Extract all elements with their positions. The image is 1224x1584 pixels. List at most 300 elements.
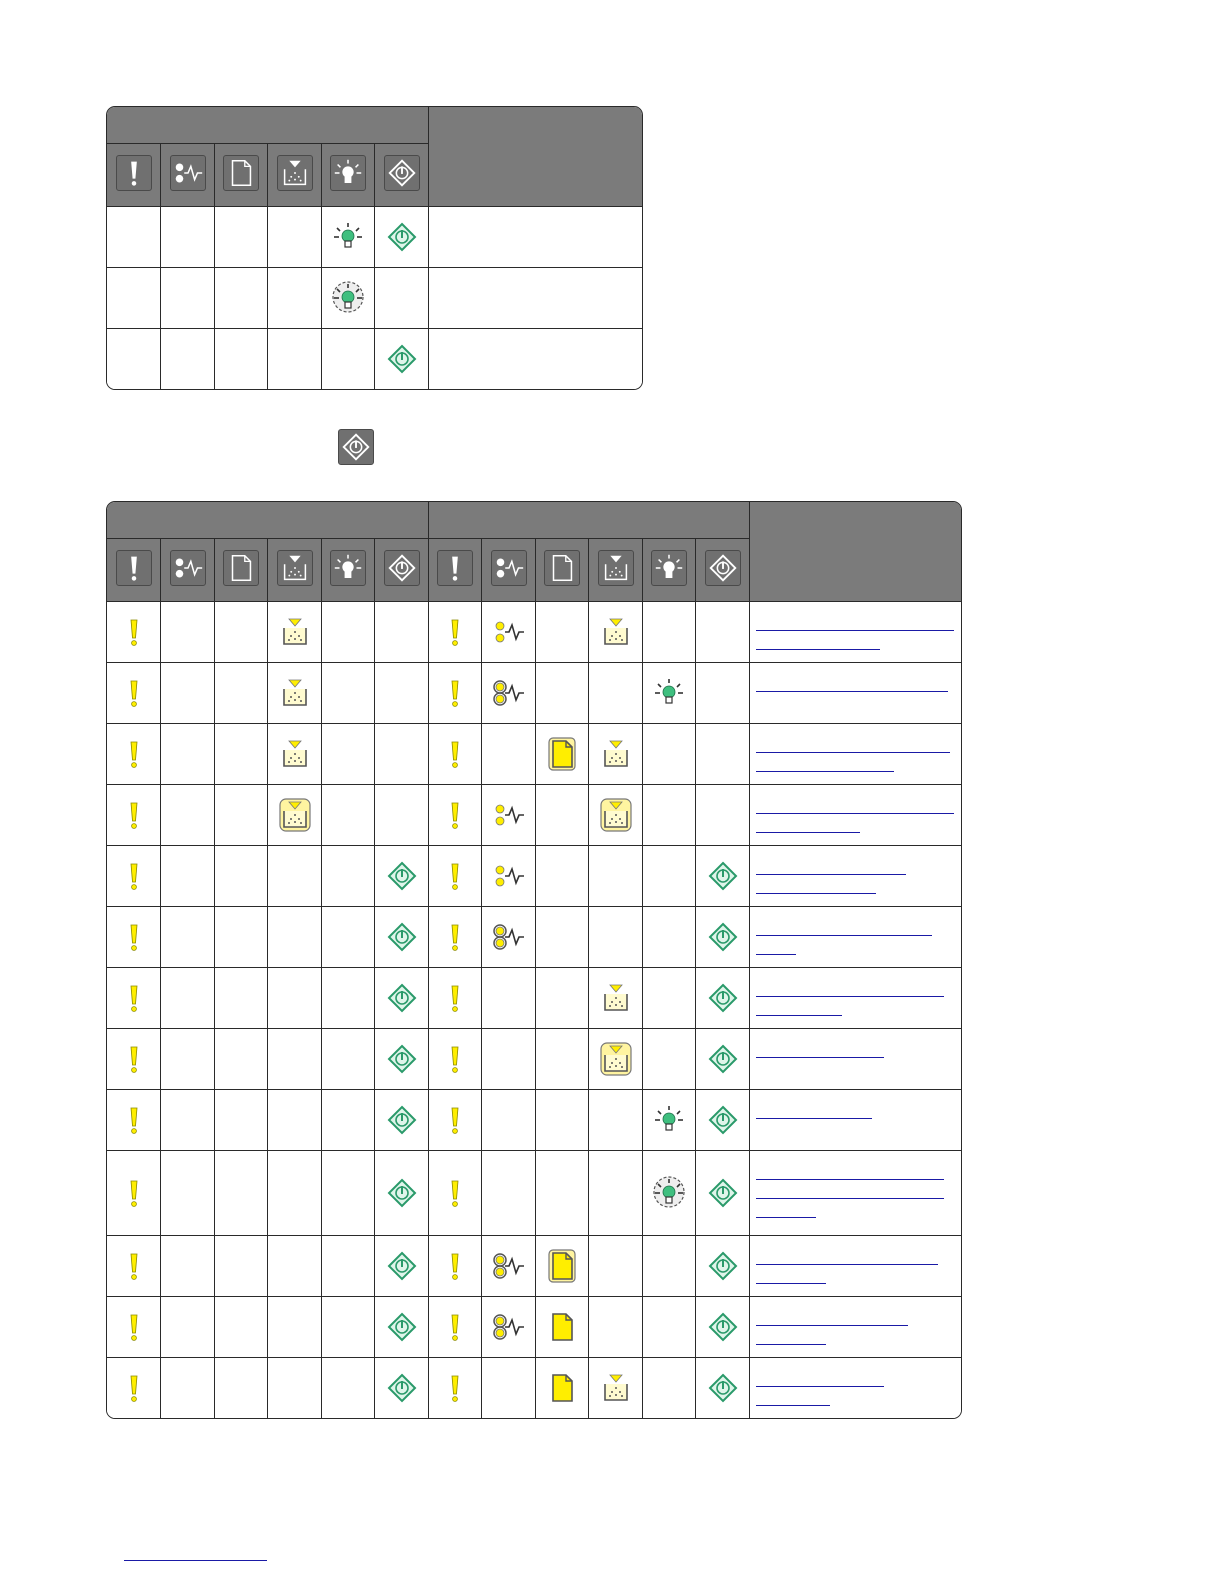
light-cell <box>481 1296 535 1357</box>
link-underline <box>756 795 954 814</box>
ready-icon-blinking <box>330 280 366 316</box>
light-cell <box>374 723 428 784</box>
light-cell <box>160 206 214 267</box>
light-cell <box>588 1150 642 1235</box>
light-cell <box>695 1235 749 1296</box>
light-cell <box>535 601 588 662</box>
light-cell <box>321 662 374 723</box>
light-cell <box>695 1357 749 1418</box>
light-cell <box>428 1150 481 1235</box>
start-icon-on <box>705 980 741 1016</box>
description-link[interactable] <box>756 917 955 955</box>
table-row <box>107 662 961 723</box>
light-cell <box>107 1296 160 1357</box>
light-cell <box>214 328 267 389</box>
light-cell <box>160 1028 214 1089</box>
header-jam-cell <box>160 538 214 601</box>
start-icon-on <box>384 1175 420 1211</box>
jam-icon-blinking <box>491 1309 527 1345</box>
light-cell <box>695 723 749 784</box>
link-underline <box>756 734 950 753</box>
description-link[interactable] <box>756 978 955 1016</box>
light-cell <box>428 1296 481 1357</box>
link-underline <box>756 1246 938 1265</box>
toner-icon-on <box>598 980 634 1016</box>
start-icon-on <box>705 1248 741 1284</box>
header-toner-cell <box>588 538 642 601</box>
light-cell <box>321 1357 374 1418</box>
light-cell <box>214 1235 267 1296</box>
error-icon-on <box>116 675 152 711</box>
start-icon-on <box>705 1175 741 1211</box>
secondary-sequence-header <box>428 502 749 538</box>
light-cell <box>107 1235 160 1296</box>
error-icon-on <box>437 736 473 772</box>
ready-icon <box>330 550 366 586</box>
error-icon-on <box>437 1041 473 1077</box>
light-cell <box>214 1150 267 1235</box>
light-cell <box>428 1028 481 1089</box>
table-row <box>107 1235 961 1296</box>
link-underline <box>756 1180 944 1199</box>
description-link[interactable] <box>756 1039 955 1058</box>
light-cell <box>374 662 428 723</box>
ready-icon-on <box>651 1102 687 1138</box>
toner-icon-on <box>598 736 634 772</box>
light-sequence-table-1 <box>106 106 643 390</box>
start-icon <box>384 155 420 191</box>
header-error-cell <box>428 538 481 601</box>
light-cell <box>588 1028 642 1089</box>
light-cell <box>588 601 642 662</box>
start-icon-on <box>384 341 420 377</box>
light-cell <box>107 845 160 906</box>
light-cell <box>428 662 481 723</box>
header-error-cell <box>107 143 160 206</box>
light-cell <box>214 662 267 723</box>
link-underline <box>756 856 906 875</box>
light-cell <box>107 1150 160 1235</box>
light-cell <box>267 1150 321 1235</box>
error-icon-on <box>437 1175 473 1211</box>
light-cell <box>214 601 267 662</box>
light-sequence-table-2 <box>106 501 962 1419</box>
light-cell <box>321 206 374 267</box>
light-cell <box>107 1089 160 1150</box>
light-cell <box>107 206 160 267</box>
light-cell <box>374 784 428 845</box>
light-cell <box>695 845 749 906</box>
description-cell <box>749 1296 961 1357</box>
jam-icon-blinking <box>491 1248 527 1284</box>
light-cell <box>321 967 374 1028</box>
light-cell <box>535 1357 588 1418</box>
description-cell <box>749 601 961 662</box>
start-icon-on <box>384 1309 420 1345</box>
light-cell <box>267 662 321 723</box>
description-cell <box>428 328 642 389</box>
link-underline <box>756 1100 872 1119</box>
description-header <box>428 107 642 206</box>
toner-icon-blinking <box>598 797 634 833</box>
light-cell <box>267 206 321 267</box>
light-cell <box>588 967 642 1028</box>
description-link[interactable] <box>756 795 955 833</box>
light-cell <box>267 784 321 845</box>
link-underline <box>756 1265 826 1284</box>
light-cell <box>374 206 428 267</box>
light-cell <box>642 1357 695 1418</box>
table-row <box>107 1296 961 1357</box>
light-cell <box>374 1150 428 1235</box>
start-icon-on <box>705 1041 741 1077</box>
light-cell <box>642 1235 695 1296</box>
light-cell <box>374 1357 428 1418</box>
light-cell <box>695 1296 749 1357</box>
light-cell <box>160 1296 214 1357</box>
light-cell <box>321 1150 374 1235</box>
light-cell <box>107 967 160 1028</box>
light-cell <box>321 723 374 784</box>
light-cell <box>267 328 321 389</box>
light-cell <box>160 1089 214 1150</box>
light-cell <box>214 1357 267 1418</box>
light-cell <box>214 1028 267 1089</box>
error-icon-on <box>116 1041 152 1077</box>
error-icon-on <box>116 858 152 894</box>
error-icon-on <box>437 675 473 711</box>
link-underline <box>756 753 894 772</box>
light-cell <box>642 662 695 723</box>
light-cell <box>321 784 374 845</box>
description-cell <box>749 1357 961 1418</box>
light-cell <box>160 845 214 906</box>
light-cell <box>481 662 535 723</box>
light-cell <box>267 601 321 662</box>
description-link[interactable] <box>756 1368 955 1406</box>
header-toner-cell <box>267 143 321 206</box>
light-cell <box>374 601 428 662</box>
light-cell <box>160 662 214 723</box>
description-cell <box>749 1089 961 1150</box>
light-cell <box>428 601 481 662</box>
description-header <box>749 502 961 601</box>
description-link[interactable] <box>756 1100 955 1119</box>
light-cell <box>588 1235 642 1296</box>
toner-icon <box>277 550 313 586</box>
light-cell <box>321 601 374 662</box>
light-cell <box>374 845 428 906</box>
description-link[interactable] <box>756 734 955 772</box>
error-icon-on <box>116 736 152 772</box>
start-icon-on <box>384 919 420 955</box>
description-cell <box>749 1028 961 1089</box>
header-start-cell <box>695 538 749 601</box>
table-row <box>107 845 961 906</box>
light-cell <box>695 906 749 967</box>
description-link[interactable] <box>756 1307 955 1345</box>
light-cell <box>321 845 374 906</box>
light-cell <box>214 906 267 967</box>
description-cell <box>749 723 961 784</box>
table-row <box>107 723 961 784</box>
light-cell <box>481 1357 535 1418</box>
light-cell <box>321 328 374 389</box>
error-icon-on <box>437 858 473 894</box>
description-link[interactable] <box>756 1246 955 1284</box>
toner-icon-on <box>277 614 313 650</box>
toner-icon-blinking <box>598 1041 634 1077</box>
light-cell <box>267 1089 321 1150</box>
ready-icon-blinking <box>651 1175 687 1211</box>
light-cell <box>321 1028 374 1089</box>
error-icon-on <box>116 919 152 955</box>
jam-icon-on <box>491 797 527 833</box>
light-cell <box>642 1150 695 1235</box>
light-cell <box>267 967 321 1028</box>
link-underline <box>756 978 944 997</box>
start-icon-on <box>705 858 741 894</box>
error-icon-on <box>437 1309 473 1345</box>
light-cell <box>160 601 214 662</box>
light-cell <box>267 1357 321 1418</box>
header-group <box>107 107 428 143</box>
description-cell <box>749 967 961 1028</box>
description-cell <box>749 1235 961 1296</box>
light-cell <box>588 784 642 845</box>
light-cell <box>107 723 160 784</box>
footer-link[interactable] <box>124 1548 267 1561</box>
light-cell <box>588 662 642 723</box>
error-icon-on <box>437 1102 473 1138</box>
light-cell <box>535 1296 588 1357</box>
toner-icon <box>598 550 634 586</box>
light-cell <box>481 723 535 784</box>
header-paper-cell <box>214 143 267 206</box>
primary-sequence-header <box>107 502 428 538</box>
light-cell <box>214 1296 267 1357</box>
light-cell <box>642 1296 695 1357</box>
paper-icon <box>223 550 259 586</box>
light-cell <box>481 845 535 906</box>
table-row <box>107 1028 961 1089</box>
description-cell <box>749 784 961 845</box>
light-cell <box>374 328 428 389</box>
light-cell <box>428 906 481 967</box>
paper-icon <box>544 550 580 586</box>
error-icon-on <box>437 1248 473 1284</box>
table-row <box>107 328 642 389</box>
link-underline <box>756 673 948 692</box>
toner-icon-on <box>277 736 313 772</box>
start-icon <box>705 550 741 586</box>
light-cell <box>214 723 267 784</box>
light-cell <box>588 845 642 906</box>
start-icon-on <box>384 219 420 255</box>
light-cell <box>160 1150 214 1235</box>
description-cell <box>749 845 961 906</box>
table-row <box>107 206 642 267</box>
light-cell <box>642 1028 695 1089</box>
ready-icon <box>330 155 366 191</box>
light-cell <box>107 1357 160 1418</box>
link-underline <box>756 1199 816 1218</box>
description-link[interactable] <box>756 673 955 692</box>
light-cell <box>267 845 321 906</box>
start-icon-on <box>384 1102 420 1138</box>
description-cell <box>749 906 961 967</box>
start-icon-on <box>384 1370 420 1406</box>
light-cell <box>695 1028 749 1089</box>
light-cell <box>107 784 160 845</box>
error-icon-on <box>437 614 473 650</box>
light-cell <box>481 1089 535 1150</box>
start-icon-on <box>384 858 420 894</box>
header-jam-cell <box>160 143 214 206</box>
light-cell <box>374 267 428 328</box>
light-cell <box>160 906 214 967</box>
error-icon-on <box>116 797 152 833</box>
light-cell <box>481 1150 535 1235</box>
paper-icon <box>223 155 259 191</box>
error-icon-on <box>116 1370 152 1406</box>
light-cell <box>695 967 749 1028</box>
light-cell <box>428 967 481 1028</box>
table-row <box>107 1357 961 1418</box>
light-cell <box>267 267 321 328</box>
light-cell <box>642 784 695 845</box>
toner-icon-on <box>598 1370 634 1406</box>
header-jam-cell <box>481 538 535 601</box>
light-cell <box>642 906 695 967</box>
error-icon-on <box>437 919 473 955</box>
link-underline <box>756 631 880 650</box>
light-cell <box>214 267 267 328</box>
light-cell <box>160 1357 214 1418</box>
light-cell <box>535 662 588 723</box>
jam-icon-on <box>491 858 527 894</box>
light-cell <box>481 1028 535 1089</box>
light-cell <box>107 906 160 967</box>
light-cell <box>321 1296 374 1357</box>
light-cell <box>160 1235 214 1296</box>
light-cell <box>535 723 588 784</box>
error-icon <box>116 550 152 586</box>
light-cell <box>695 784 749 845</box>
light-cell <box>481 601 535 662</box>
light-cell <box>642 967 695 1028</box>
paper-icon-on <box>544 1309 580 1345</box>
jam-icon <box>170 155 206 191</box>
error-icon-on <box>116 1248 152 1284</box>
link-underline <box>756 1307 908 1326</box>
light-cell <box>428 1089 481 1150</box>
light-cell <box>321 906 374 967</box>
header-start-cell <box>374 538 428 601</box>
start-icon-on <box>705 1309 741 1345</box>
light-cell <box>321 1089 374 1150</box>
light-cell <box>481 1235 535 1296</box>
light-cell <box>321 267 374 328</box>
light-cell <box>267 723 321 784</box>
light-cell <box>107 328 160 389</box>
description-link[interactable] <box>756 612 955 650</box>
light-cell <box>535 1028 588 1089</box>
start-icon-on <box>384 980 420 1016</box>
table-row <box>107 601 961 662</box>
light-cell <box>374 967 428 1028</box>
link-underline <box>756 1039 884 1058</box>
light-cell <box>107 1028 160 1089</box>
light-cell <box>214 967 267 1028</box>
link-underline <box>756 936 796 955</box>
light-cell <box>695 662 749 723</box>
error-icon-on <box>116 1102 152 1138</box>
error-icon-on <box>437 797 473 833</box>
header-toner-cell <box>267 538 321 601</box>
light-cell <box>695 1150 749 1235</box>
link-underline <box>756 1161 944 1180</box>
light-cell <box>160 267 214 328</box>
light-cell <box>267 906 321 967</box>
light-cell <box>535 906 588 967</box>
link-underline <box>756 612 954 631</box>
start-icon <box>384 550 420 586</box>
jam-icon-on <box>491 614 527 650</box>
light-cell <box>535 845 588 906</box>
description-cell <box>428 267 642 328</box>
ready-icon-on <box>330 219 366 255</box>
start-icon-on <box>384 1041 420 1077</box>
light-cell <box>214 845 267 906</box>
light-cell <box>107 601 160 662</box>
header-ready-cell <box>321 143 374 206</box>
light-cell <box>160 784 214 845</box>
error-icon-on <box>116 1309 152 1345</box>
table-row <box>107 1150 961 1235</box>
light-cell <box>428 1357 481 1418</box>
light-cell <box>695 1089 749 1150</box>
jam-icon <box>170 550 206 586</box>
start-icon-on <box>705 1102 741 1138</box>
light-cell <box>535 1150 588 1235</box>
error-icon <box>116 155 152 191</box>
light-cell <box>588 1089 642 1150</box>
light-cell <box>535 1235 588 1296</box>
light-cell <box>428 1235 481 1296</box>
description-link[interactable] <box>756 856 955 894</box>
light-cell <box>267 1028 321 1089</box>
light-cell <box>374 906 428 967</box>
light-cell <box>374 1296 428 1357</box>
light-cell <box>588 723 642 784</box>
error-icon <box>437 550 473 586</box>
jam-icon <box>491 550 527 586</box>
light-cell <box>695 601 749 662</box>
light-cell <box>481 906 535 967</box>
jam-icon-blinking <box>491 675 527 711</box>
light-cell <box>374 1028 428 1089</box>
header-ready-cell <box>642 538 695 601</box>
error-icon-on <box>437 980 473 1016</box>
description-link[interactable] <box>756 1161 955 1218</box>
light-cell <box>374 1089 428 1150</box>
link-underline <box>756 1368 884 1387</box>
header-start-cell <box>374 143 428 206</box>
link-underline <box>756 1387 830 1406</box>
light-cell <box>588 1296 642 1357</box>
toner-icon-on <box>277 675 313 711</box>
